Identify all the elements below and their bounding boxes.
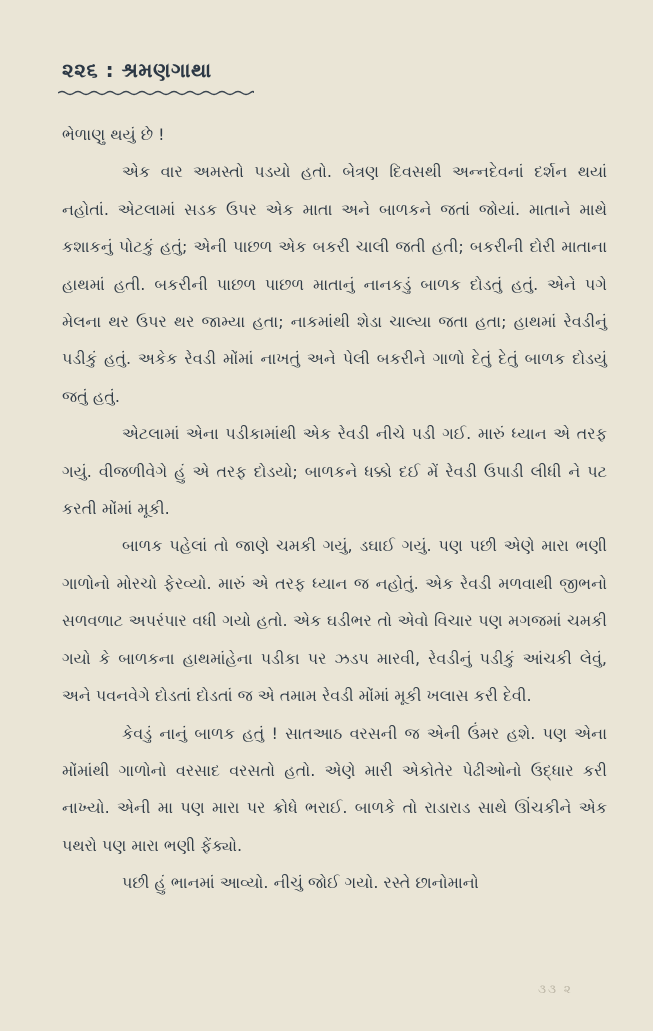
paragraph-0: ભેળાણુ થયું છે ! — [62, 125, 165, 144]
faint-page-mark: ૩૩ ૨ — [538, 982, 573, 996]
body-text — [62, 116, 607, 902]
paragraph-3: બાળક પહેલાં તો જાણે ચમકી ગયું, ડઘાઈ ગયું. પણ પછી એણે મારા ભણી ગાળોનો મોરચો ફેરવ્યો. મારું એ તરફ ધ્યાન જ નહોતું. એક રેવડી મળવાથી જીભનો સળવળાટ અપરંપાર વધી ગયો હતો. એક ઘડીભર તો એવો વિચાર પણ મગજમાં ચમકી ગયો કે બાળકના હાથમાંહેના પડીકા પર ઝડપ મારવી, રેવડીનું પડીકું આંચકી લેવું, અને પવનવેગે દોડતાં દોડતાં જ એ તમામ રેવડી મોંમાં મૂકી ખલાસ કરી દેવી. — [62, 536, 607, 706]
header-wavy-rule — [58, 90, 254, 96]
paragraph-2: એટલામાં એના પડીકામાંથી એક રેવડી નીચે પડી ગઈ. મારું ધ્યાન એ તરફ ગયું. વીજળીવેગે હું એ તરફ દોડયો; બાળકને ધક્કો દઈ મેં રેવડી ઉપાડી લીધી ને પટ કરતી મોંમાં મૂકી. — [62, 424, 607, 519]
running-header: ૨૨૬ : શ્રમણગાથા — [62, 58, 212, 82]
paragraph-5: પછી હું ભાનમાં આવ્યો. નીચું જોઈ ગયો. રસ્તે છાનોમાનો — [122, 873, 479, 893]
paragraph-1: એક વાર અમસ્તો પડયો હતો. બેત્રણ દિવસથી અન્નદેવનાં દર્શન થયાં નહોતાં. એટલામાં સડક ઉપર એક માતા અને બાળકને જતાં જોયાં. માતાને માથે કશાકનું પોટકું હતું; એની પાછળ એક બકરી ચાલી જતી હતી; બકરીની દોરી માતાના હાથમાં હતી. બકરીની પાછળ પાછળ માતાનું નાનકડું બાળક દોડતું હતું. એને પગે મેલના થર ઉપર થર જામ્યા હતા; નાકમાંથી શેડા ચાલ્યા જતા હતા; હાથમાં રેવડીનું પડીકું હતું. અકેક રેવડી મોંમાં નાખતું અને પેલી બકરીને ગાળો દેતું દેતું બાળક દોડયું જતું હતું. — [62, 162, 607, 406]
paragraph-4: કેવડું નાનું બાળક હતું ! સાતઆઠ વરસની જ એની ઉંમર હશે. પણ એના મોંમાંથી ગાળોનો વરસાદ વરસતો હતો. એણે મારી એકોતેર પેઢીઓનો ઉદ્ધાર કરી નાખ્યો. એની મા પણ મારા પર ક્રોધે ભરાઈ. બાળકે તો રાડારાડ સાથે ઊંચકીને એક પથરો પણ મારા ભણી ફેંક્યો. — [62, 723, 607, 855]
